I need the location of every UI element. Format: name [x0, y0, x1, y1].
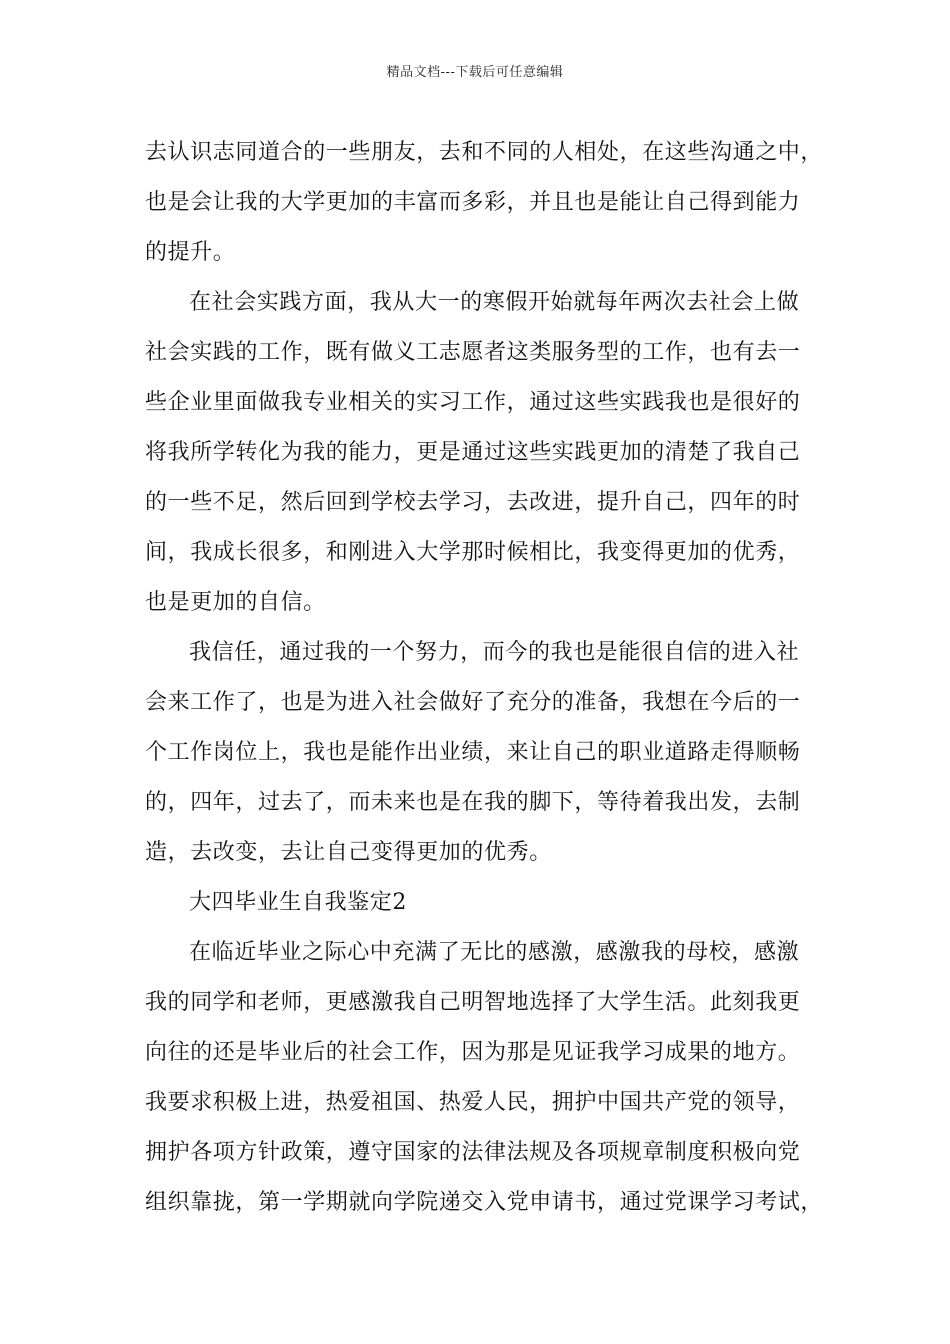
- text-line: 会来工作了，也是为进入社会做好了充分的准备，我想在今后的一: [145, 690, 801, 715]
- text-line: 造，去改变，去让自己变得更加的优秀。: [145, 840, 552, 865]
- text-line: 拥护各项方针政策，遵守国家的法律法规及各项规章制度积极向党: [145, 1140, 801, 1165]
- text-line: 将我所学转化为我的能力，更是通过这些实践更加的清楚了我自己: [145, 440, 801, 465]
- text-line: 的一些不足，然后回到学校去学习，去改进，提升自己，四年的时: [145, 490, 801, 515]
- document-body: [145, 128, 835, 1228]
- paragraph-start-line: 在社会实践方面，我从大一的寒假开始就每年两次去社会上做: [189, 290, 800, 315]
- text-line: 我的同学和老师，更感激我自己明智地选择了大学生活。此刻我更: [145, 990, 801, 1015]
- text-line: 我要求积极上进，热爱祖国、热爱人民，拥护中国共产党的领导，: [145, 1090, 801, 1115]
- text-line: 也是会让我的大学更加的丰富而多彩，并且也是能让自己得到能力: [145, 190, 801, 215]
- text-line: 向往的还是毕业后的社会工作，因为那是见证我学习成果的地方。: [145, 1040, 801, 1065]
- section-heading: 大四毕业生自我鉴定2: [189, 890, 407, 915]
- text-line: 些企业里面做我专业相关的实习工作，通过这些实践我也是很好的: [145, 390, 801, 415]
- paragraph-start-line: 在临近毕业之际心中充满了无比的感激，感激我的母校，感激: [189, 940, 800, 965]
- text-line: 去认识志同道合的一些朋友，去和不同的人相处，在这些沟通之中，: [145, 140, 824, 165]
- text-line: 的提升。: [145, 240, 236, 265]
- text-line: 组织靠拢，第一学期就向学院递交入党申请书，通过党课学习考试，: [145, 1190, 824, 1215]
- text-line: 也是更加的自信。: [145, 590, 326, 615]
- text-line: 个工作岗位上，我也是能作出业绩，来让自己的职业道路走得顺畅: [145, 740, 801, 765]
- text-line: 间，我成长很多，和刚进入大学那时候相比，我变得更加的优秀，: [145, 540, 801, 565]
- paragraph-start-line: 我信任，通过我的一个努力，而今的我也是能很自信的进入社: [189, 640, 800, 665]
- page-header: 精品文档---下载后可任意编辑: [386, 65, 564, 80]
- text-line: 的，四年，过去了，而未来也是在我的脚下，等待着我出发，去制: [145, 790, 801, 815]
- text-line: 社会实践的工作，既有做义工志愿者这类服务型的工作，也有去一: [145, 340, 801, 365]
